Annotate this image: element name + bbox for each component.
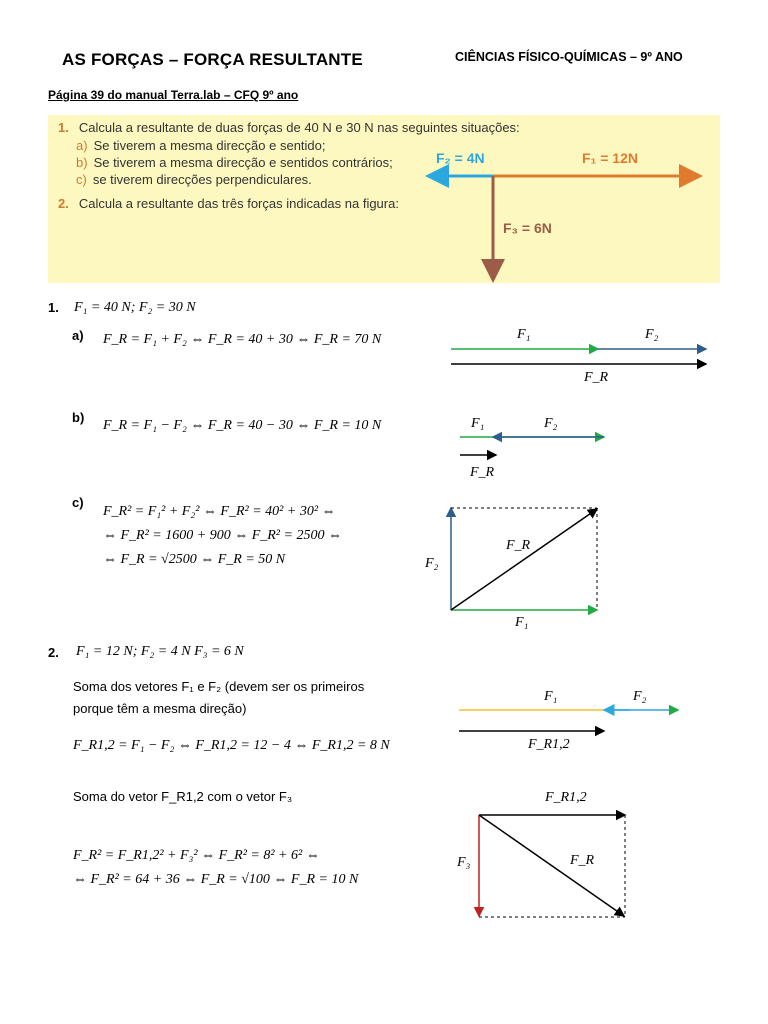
box-force-figure (428, 176, 700, 280)
subject-heading: CIÊNCIAS FÍSICO-QUÍMICAS – 9º ANO (455, 50, 683, 64)
exercise-1-text: Calcula a resultante de duas forças de 40 N e 30 N nas seguintes situações: (78, 120, 520, 135)
diagram-1a (451, 349, 706, 364)
diagram-1a-fr-label: F_R (584, 370, 609, 385)
diagram-2a-f1-label: F₁ (544, 689, 558, 704)
diagram-1c-f1-label: F₁ (515, 615, 529, 630)
diagram-1c-f2-label: F₂ (425, 556, 439, 571)
diagram-2a-f2-label: F₂ (633, 689, 647, 704)
exercise-2-text: Calcula a resultante das três forças indicadas na figura: (78, 196, 399, 211)
diagram-1c (451, 508, 597, 610)
box-f2-label: F₂ = 4N (436, 150, 485, 166)
exercise-1b-text: Se tiverem a mesma direcção e sentidos contrários; (93, 155, 393, 170)
diagram-1a-f2-label: F₂ (645, 327, 659, 342)
solution-1-number: 1. (48, 300, 59, 315)
solution-1c-equation-1: F_R² = F₁² + F₂² ⇔ F_R² = 40² + 30² ⇔ (103, 504, 336, 519)
diagram-1c-fr-label: F_R (506, 538, 531, 553)
solution-1c-equation-3: ⇔ F_R = √2500 ⇔ F_R = 50 N (103, 552, 286, 567)
exercise-1-number: 1. (58, 120, 69, 135)
solution-2-number: 2. (48, 645, 59, 660)
diagram-1b (460, 437, 604, 455)
solution-1-given: F₁ = 40 N; F₂ = 30 N (74, 300, 196, 315)
diagram-1c-fr-arrow (451, 509, 597, 610)
diagram-2b-f3-label: F₃ (457, 855, 471, 870)
solution-1c-letter: c) (72, 495, 84, 510)
box-f1-label: F₁ = 12N (582, 150, 638, 166)
solution-1a-equation: F_R = F₁ + F₂ ⇔ F_R = 40 + 30 ⇔ F_R = 70 N (103, 332, 382, 347)
solution-1c-equation-2: ⇔ F_R² = 1600 + 900 ⇔ F_R² = 2500 ⇔ (103, 528, 342, 543)
exercise-1b-letter: b) (76, 155, 88, 170)
solution-2-given: F₁ = 12 N; F₂ = 4 N F₃ = 6 N (76, 644, 244, 659)
diagram-1b-f1-label: F₁ (471, 416, 485, 431)
solution-2-text-1a: Soma dos vetores F₁ e F₂ (devem ser os primeiros (73, 679, 365, 694)
exercise-1c-letter: c) (76, 172, 87, 187)
diagram-2b-fr-label: F_R (570, 853, 595, 868)
page-reference: Página 39 do manual Terra.lab – CFQ 9º ano (48, 88, 299, 102)
exercise-1c-text: se tiverem direcções perpendiculares. (92, 172, 312, 187)
solution-2-equation-3: ⇔ F_R² = 64 + 36 ⇔ F_R = √100 ⇔ F_R = 10 N (73, 872, 359, 887)
solution-2-text-2: Soma do vetor F_R1,2 com o vetor F₃ (73, 789, 293, 804)
solution-2-equation-1: F_R1,2 = F₁ − F₂ ⇔ F_R1,2 = 12 − 4 ⇔ F_R1,2 = 8 N (73, 738, 390, 753)
diagram-2a (459, 710, 678, 731)
solution-1b-letter: b) (72, 410, 85, 425)
exercise-1a-text: Se tiverem a mesma direcção e sentido; (93, 138, 326, 153)
solution-1b-equation: F_R = F₁ − F₂ ⇔ F_R = 40 − 30 ⇔ F_R = 10 N (103, 418, 382, 433)
diagram-2a-fr12-label: F_R1,2 (528, 737, 570, 752)
diagram-1a-f1-label: F₁ (517, 327, 531, 342)
solution-2-text-1b: porque têm a mesma direção) (73, 701, 247, 716)
exercise-2-number: 2. (58, 196, 69, 211)
diagram-2b (479, 815, 625, 917)
page-title: AS FORÇAS – FORÇA RESULTANTE (62, 50, 363, 69)
diagram-1b-fr-label: F_R (470, 465, 495, 480)
solution-2-equation-2: F_R² = F_R1,2² + F₃² ⇔ F_R² = 8² + 6² ⇔ (73, 848, 320, 863)
solution-1a-letter: a) (72, 328, 84, 343)
diagram-1b-f2-label: F₂ (544, 416, 558, 431)
exercise-1a-letter: a) (76, 138, 88, 153)
diagram-2b-fr12-label: F_R1,2 (545, 790, 587, 805)
diagram-2b-fr-arrow (479, 815, 624, 916)
box-f3-label: F₃ = 6N (503, 220, 552, 236)
